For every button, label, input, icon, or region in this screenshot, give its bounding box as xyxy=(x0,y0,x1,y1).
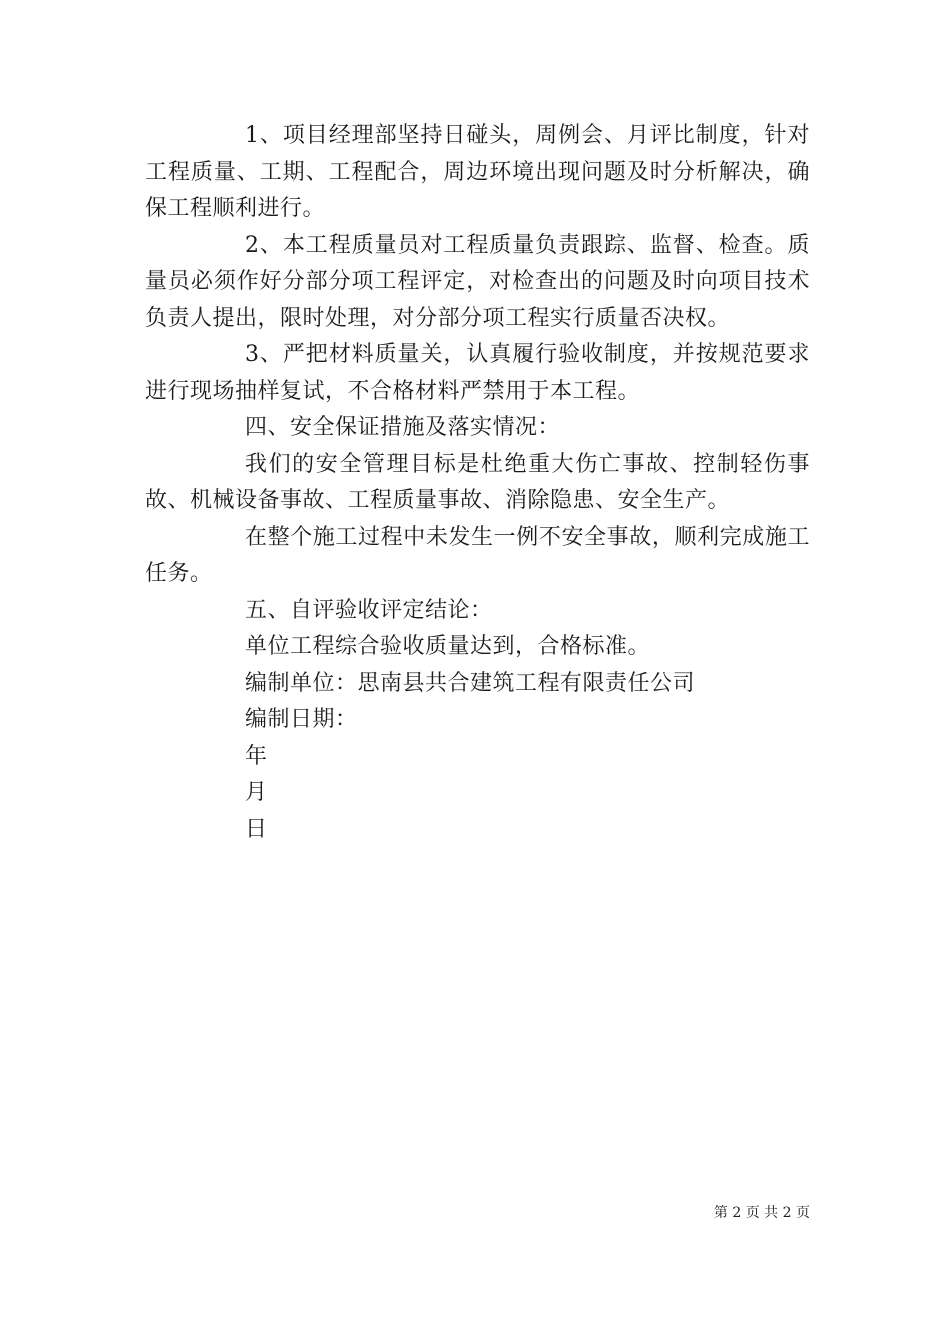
paragraph-item-2: 2、本工程质量员对工程质量负责跟踪、监督、检查。质量员必须作好分部分项工程评定，对检查出的问题及时向项目技术负责人提出，限时处理，对分部分项工程实行质量否决权。 xyxy=(145,232,810,331)
conclusion-paragraph: 单位工程综合验收质量达到，合格标准。 xyxy=(245,634,651,659)
document-body xyxy=(145,118,810,848)
compile-date-label: 编制日期： xyxy=(245,707,358,732)
safety-goal-paragraph: 我们的安全管理目标是杜绝重大伤亡事故、控制轻伤事故、机械设备事故、工程质量事故、消除隐患、安全生产。 xyxy=(145,451,810,513)
date-month: 月 xyxy=(245,780,268,805)
date-day: 日 xyxy=(245,816,268,842)
section-heading-conclusion: 五、自评验收评定结论： xyxy=(245,597,493,623)
section-heading-safety: 四、安全保证措施及落实情况： xyxy=(245,415,561,440)
date-year: 年 xyxy=(245,743,268,769)
paragraph-item-1: 1、项目经理部坚持日碰头，周例会、月评比制度，针对工程质量、工期、工程配合，周边环境出现问题及时分析解决，确保工程顺利进行。 xyxy=(145,123,810,221)
page-number-footer: 第 2 页 共 2 页 xyxy=(713,1205,810,1221)
safety-result-paragraph: 在整个施工过程中未发生一例不安全事故，顺利完成施工任务。 xyxy=(145,524,810,586)
compiler-unit: 编制单位：思南县共合建筑工程有限责任公司 xyxy=(245,670,696,696)
paragraph-item-3: 3、严把材料质量关，认真履行验收制度，并按规范要求进行现场抽样复试，不合格材料严禁用于本工程。 xyxy=(145,342,810,404)
